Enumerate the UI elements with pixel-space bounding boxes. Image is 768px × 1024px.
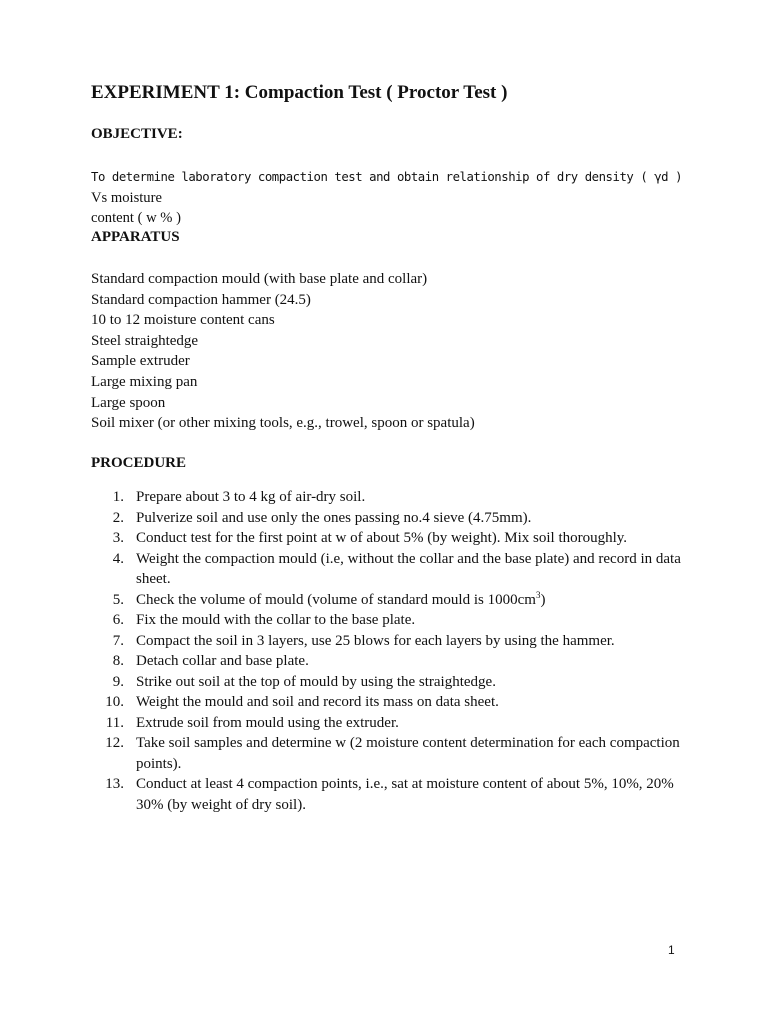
procedure-step [91,651,691,672]
step-number: 3. [112,530,124,546]
step-number: 12. [105,735,124,751]
procedure-step [91,528,691,549]
apparatus-list [91,269,475,434]
procedure-heading: PROCEDURE [91,455,187,471]
objective-text-line2: content ( w % ) [91,210,181,226]
step-text: Fix the mould with the collar to the base plate. [136,612,416,628]
procedure-step [91,487,691,508]
step-text: Conduct test for the first point at w of about 5% (by weight). Mix soil thoroughly. [136,530,628,546]
step-text: Pulverize soil and use only the ones passing no.4 sieve (4.75mm). [136,509,532,526]
step-text: Take soil samples and determine w (2 moisture content determination for each compaction points). [136,735,680,772]
apparatus-item: Standard compaction hammer (24.5) [91,291,311,308]
apparatus-item: 10 to 12 moisture content cans [91,312,275,329]
step-text: Compact the soil in 3 layers, use 25 blows for each layers by using the hammer. [136,632,615,649]
superscript-exponent: 3 [535,589,541,600]
apparatus-item: Large mixing pan [91,373,198,390]
step-number: 9. [112,673,124,690]
apparatus-item: Soil mixer (or other mixing tools, e.g., trowel, spoon or spatula) [91,415,475,432]
step-number: 2. [112,509,124,526]
step-text: Strike out soil at the top of mould by using the straightedge. [136,673,496,690]
apparatus-item: Sample extruder [91,353,190,370]
step-number: 13. [105,776,124,792]
step-text: Prepare about 3 to 4 kg of air-dry soil. [136,489,366,505]
step-text: Extrude soil from mould using the extruder. [136,714,399,731]
objective-text [91,167,691,229]
procedure-list [91,487,691,815]
step-text: Detach collar and base plate. [136,653,309,669]
objective-heading: OBJECTIVE: [91,126,183,142]
apparatus-item: Large spoon [91,394,166,411]
procedure-step [91,631,691,652]
step-number: 7. [112,632,124,649]
procedure-step [91,672,691,693]
procedure-step [91,713,691,734]
step-number: 11. [105,714,124,731]
document-title: EXPERIMENT 1: Compaction Test ( Proctor Test ) [91,82,508,103]
step-text: Conduct at least 4 compaction points, i.e., sat at moisture content of about 5%, 10%, 20% 30% (by weight of dry soil). [136,776,674,813]
page-number: 1 [668,943,675,957]
procedure-step [91,610,691,631]
procedure-step [91,692,691,713]
step-text: Check the volume of mould (volume of standard mould is 1000cm [136,591,536,608]
objective-text-line1-tail: Vs moisture [91,189,162,206]
procedure-step [91,549,691,590]
apparatus-heading: APPARATUS [91,229,180,245]
step-number: 10. [105,694,124,710]
procedure-step [91,508,691,529]
step-number: 5. [112,591,124,608]
step-number: 1. [112,489,124,505]
step-number: 4. [112,550,124,567]
apparatus-item: Steel straightedge [91,332,199,349]
procedure-step [91,733,691,774]
objective-text-line1: To determine laboratory compaction test and obtain relationship of dry density ( γd ) [91,170,683,184]
step-text: Weight the mould and soil and record its mass on data sheet. [136,694,499,710]
step-number: 8. [112,653,124,669]
step-number: 6. [112,612,124,628]
procedure-step [91,590,691,611]
step-text: Weight the compaction mould (i.e, without the collar and the base plate) and record in data sheet. [136,550,681,587]
apparatus-item: Standard compaction mould (with base plate and collar) [91,271,428,287]
procedure-step [91,774,691,815]
step-text-closing: ) [540,591,546,608]
